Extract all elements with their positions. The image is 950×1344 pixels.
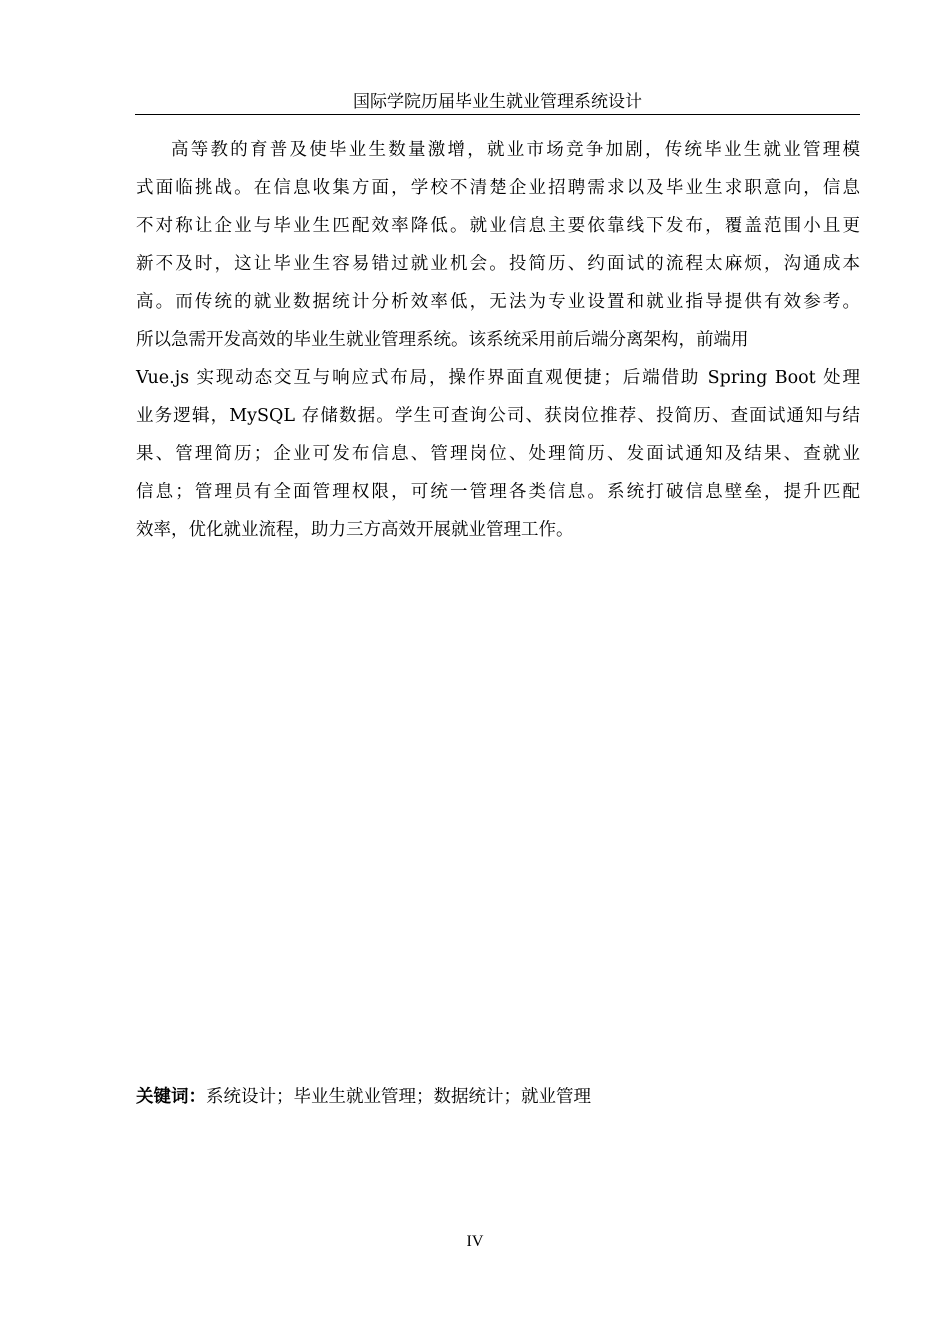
running-header: 国际学院历届毕业生就业管理系统设计 — [353, 92, 642, 112]
abstract-line: 式面临挑战。在信息收集方面，学校不清楚企业招聘需求以及毕业生求职意向，信息 — [136, 178, 860, 198]
abstract-line: 信息；管理员有全面管理权限，可统一管理各类信息。系统打破信息壁垒，提升匹配 — [136, 482, 860, 502]
abstract-line: 不对称让企业与毕业生匹配效率降低。就业信息主要依靠线下发布，覆盖范围小且更 — [136, 216, 860, 236]
header-rule — [135, 114, 860, 115]
abstract-body — [136, 136, 860, 554]
abstract-line: 高等教的育普及使毕业生数量激增，就业市场竞争加剧，传统毕业生就业管理模 — [171, 140, 860, 160]
keywords-value: 系统设计；毕业生就业管理；数据统计；就业管理 — [206, 1087, 591, 1107]
abstract-line: 新不及时，这让毕业生容易错过就业机会。投简历、约面试的流程太麻烦，沟通成本 — [136, 254, 860, 274]
abstract-line: 所以急需开发高效的毕业生就业管理系统。该系统采用前后端分离架构，前端用 — [136, 330, 749, 350]
abstract-line: 果、管理简历；企业可发布信息、管理岗位、处理简历、发面试通知及结果、查就业 — [136, 444, 860, 464]
page-number: IV — [466, 1233, 484, 1250]
abstract-line: 效率，优化就业流程，助力三方高效开展就业管理工作。 — [136, 520, 574, 540]
keywords-label: 关键词： — [136, 1087, 206, 1107]
keywords — [136, 1084, 591, 1110]
abstract-line: 高。而传统的就业数据统计分析效率低，无法为专业设置和就业指导提供有效参考。 — [136, 292, 860, 312]
abstract-line: Vue.js 实现动态交互与响应式布局，操作界面直观便捷；后端借助 Spring Boot 处理 — [136, 368, 860, 388]
abstract-line: 业务逻辑，MySQL 存储数据。学生可查询公司、获岗位推荐、投简历、查面试通知与结 — [136, 406, 860, 426]
